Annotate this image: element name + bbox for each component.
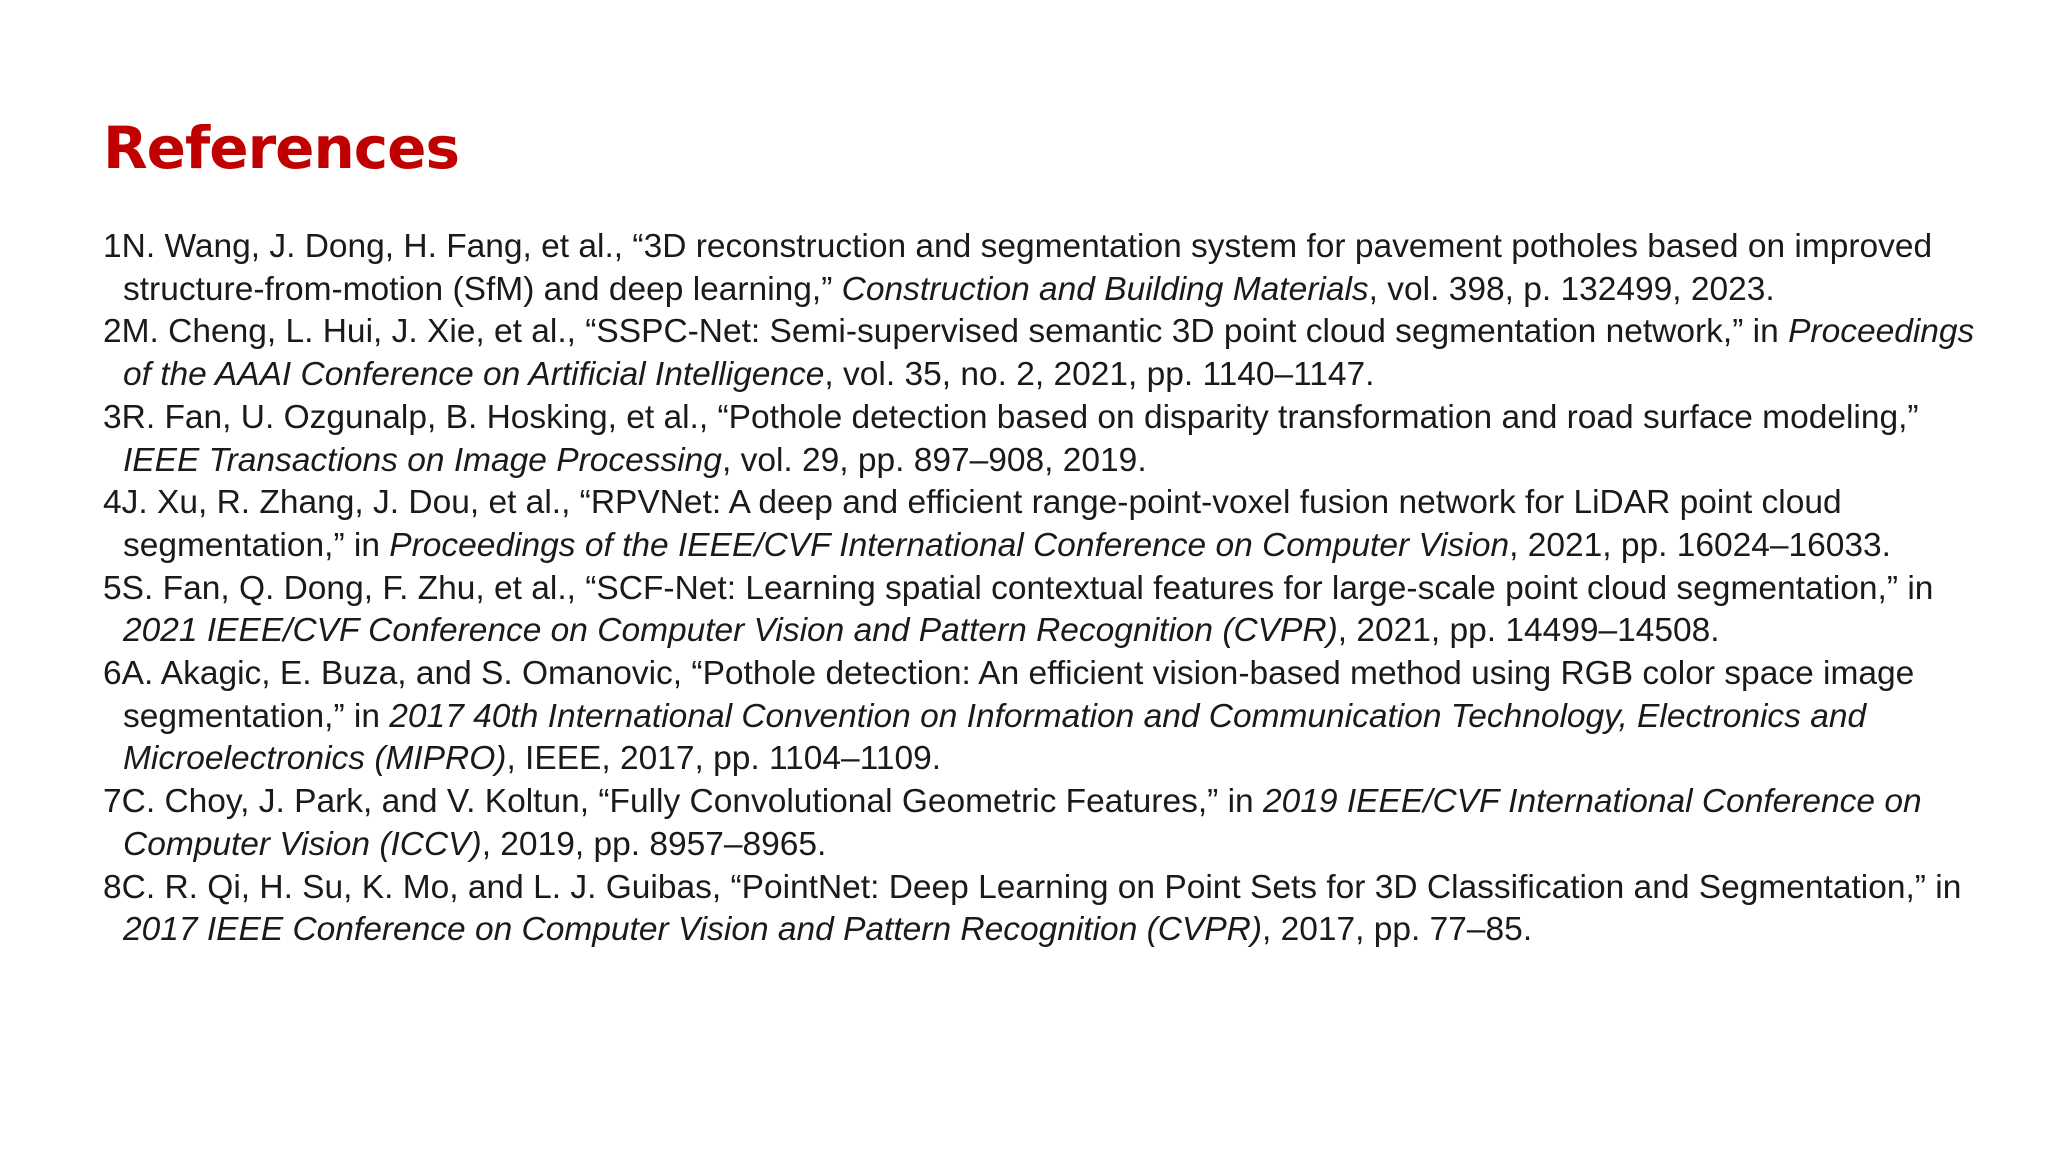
reference-details: , IEEE, 2017, pp. 1104–1109. bbox=[506, 740, 942, 778]
reference-number: 7 bbox=[103, 783, 122, 821]
reference-text: J. Xu, R. Zhang, J. Dou, et al., “RPVNet: A deep and efficient range-point-voxel fusion network for LiDAR point cloud segmentation,” in bbox=[121, 484, 1842, 564]
reference-item bbox=[103, 311, 2003, 396]
reference-details: , 2017, pp. 77–85. bbox=[1262, 911, 1533, 949]
reference-details: , vol. 35, no. 2, 2021, pp. 1140–1147. bbox=[824, 356, 1375, 394]
reference-item bbox=[103, 397, 2003, 482]
reference-venue: Proceedings of the IEEE/CVF International Conference on Computer Vision bbox=[389, 526, 1510, 564]
reference-text: M. Cheng, L. Hui, J. Xie, et al., “SSPC-Net: Semi-supervised semantic 3D point cloud segmentation network,” in bbox=[121, 313, 1789, 351]
reference-item bbox=[103, 781, 2003, 866]
reference-number: 1 bbox=[103, 228, 122, 265]
page-title: References bbox=[103, 114, 460, 182]
reference-item bbox=[103, 226, 2003, 311]
reference-details: , 2019, pp. 8957–8965. bbox=[481, 825, 827, 863]
reference-venue: 2017 40th International Convention on Information and Communication Technology, Electronics and Microelectronics (MIPRO) bbox=[123, 697, 1867, 778]
reference-text: R. Fan, U. Ozgunalp, B. Hosking, et al., “Pothole detection based on disparity transformation and road surface modeling,” bbox=[121, 398, 1919, 436]
reference-item bbox=[103, 568, 2003, 653]
reference-details: , vol. 398, p. 132499, 2023. bbox=[1368, 270, 1775, 308]
reference-number: 2 bbox=[103, 313, 122, 351]
reference-venue: 2019 IEEE/CVF International Conference on Computer Vision (ICCV) bbox=[123, 783, 1922, 863]
reference-venue: IEEE Transactions on Image Processing bbox=[123, 441, 722, 479]
reference-details: , 2021, pp. 16024–16033. bbox=[1509, 526, 1891, 564]
reference-venue: 2017 IEEE Conference on Computer Vision and Pattern Recognition (CVPR) bbox=[123, 911, 1263, 949]
reference-number: 3 bbox=[103, 398, 122, 436]
reference-venue: Construction and Building Materials bbox=[841, 270, 1369, 308]
reference-details: , 2021, pp. 14499–14508. bbox=[1337, 612, 1720, 650]
reference-item bbox=[103, 867, 2003, 952]
reference-number: 6 bbox=[103, 655, 122, 693]
reference-item bbox=[103, 653, 2003, 781]
reference-details: , vol. 29, pp. 897–908, 2019. bbox=[721, 441, 1147, 479]
reference-text: C. Choy, J. Park, and V. Koltun, “Fully Convolutional Geometric Features,” in bbox=[121, 783, 1263, 821]
reference-item bbox=[103, 482, 2003, 567]
reference-list bbox=[103, 226, 2003, 952]
reference-number: 4 bbox=[103, 484, 122, 522]
reference-text: A. Akagic, E. Buza, and S. Omanovic, “Pothole detection: An efficient vision-based method using RGB color space image segmentation,” in bbox=[121, 655, 1915, 735]
reference-venue: 2021 IEEE/CVF Conference on Computer Vision and Pattern Recognition (CVPR) bbox=[123, 612, 1338, 650]
reference-number: 8 bbox=[103, 868, 122, 906]
reference-number: 5 bbox=[103, 569, 122, 607]
reference-text: C. R. Qi, H. Su, K. Mo, and L. J. Guibas, “PointNet: Deep Learning on Point Sets for 3D Classification and Segmentation,” in bbox=[121, 868, 1962, 906]
reference-text: S. Fan, Q. Dong, F. Zhu, et al., “SCF-Net: Learning spatial contextual features for large-scale point cloud segmentation,” in bbox=[121, 569, 1934, 607]
reference-venue: Proceedings of the AAAI Conference on Artificial Intelligence bbox=[123, 313, 1975, 394]
reference-text: N. Wang, J. Dong, H. Fang, et al., “3D reconstruction and segmentation system for pavement potholes based on improved structure-from-motion (SfM) and deep learning,” bbox=[121, 228, 1933, 308]
